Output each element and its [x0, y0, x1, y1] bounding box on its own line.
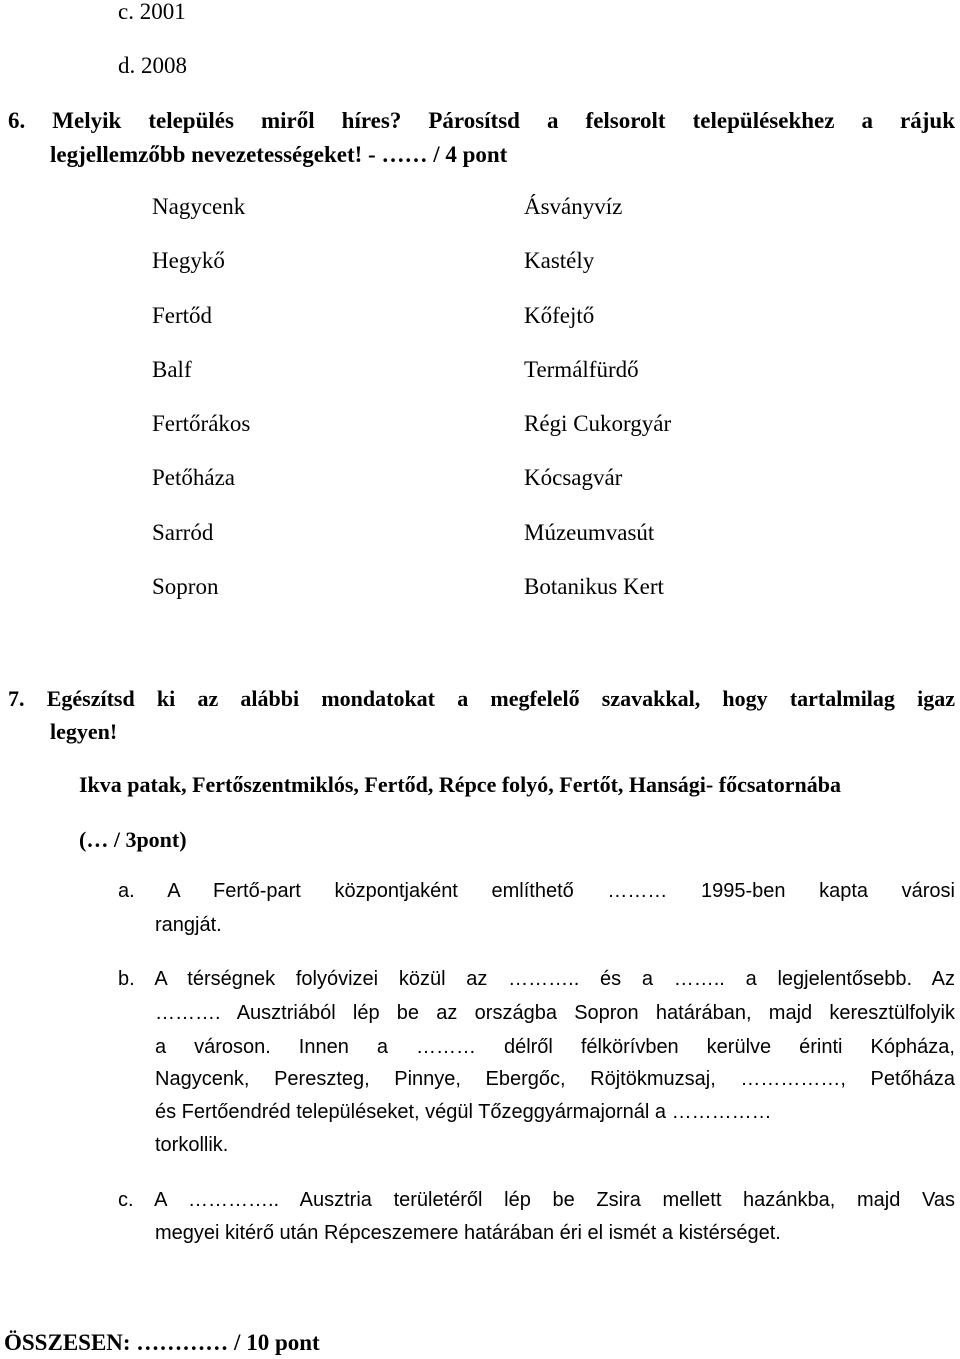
- sight-item: Kőfejtő: [524, 302, 595, 328]
- sight-item: Régi Cukorgyár: [524, 411, 672, 437]
- total-score: ÖSSZESEN: ………… / 10 pont: [4, 1330, 320, 1355]
- town-item: Balf: [152, 356, 192, 382]
- sight-item: Múzeumvasút: [524, 519, 655, 545]
- sight-item: Ásványvíz: [524, 194, 623, 219]
- sight-item: Botanikus Kert: [524, 574, 664, 600]
- q7a-line1: a. A Fertő-part központjaként említhető ……… 1995-ben kapta városi: [118, 880, 955, 902]
- sight-item: Termálfürdő: [524, 356, 639, 382]
- town-item: Fertőd: [152, 302, 213, 328]
- q7b-line5: és Fertőendréd településeket, végül Tőzeggyármajornál a ……………: [155, 1101, 772, 1123]
- sight-item: Kócsagvár: [524, 465, 623, 491]
- town-item: Nagycenk: [152, 194, 246, 219]
- town-list: [152, 195, 250, 629]
- q7b-line4: Nagycenk, Pereszteg, Pinnye, Ebergőc, Röjtökmuzsaj, ……………, Petőháza: [155, 1068, 955, 1090]
- q7c-line2: megyei kitérő után Répceszemere határában éri el ismét a kistérséget.: [155, 1222, 781, 1244]
- q7b-line3: a városon. Innen a ……… délről félkörívben kerülve érinti Kópháza,: [155, 1036, 955, 1058]
- q7c-line1: c. A ………….. Ausztria területéről lép be Zsira mellett hazánkba, majd Vas: [118, 1189, 955, 1211]
- town-item: Fertőrákos: [152, 411, 251, 437]
- q7-points: (… / 3pont): [79, 827, 187, 852]
- q7b-line2: ………. Ausztriából lép be az országba Sopron határában, majd keresztülfolyik: [155, 1002, 955, 1024]
- q7a-line2: rangját.: [155, 914, 222, 936]
- town-item: Sarród: [152, 519, 214, 545]
- option-d: d. 2008: [118, 53, 187, 78]
- q6-heading-line2: legjellemzőbb nevezetességeket! - …… / 4 pont: [50, 142, 508, 167]
- option-c: c. 2001: [118, 0, 186, 24]
- town-item: Hegykő: [152, 248, 225, 274]
- sight-list: [524, 195, 671, 629]
- q7-heading-line1: 7. Egészítsd ki az alábbi mondatokat a megfelelő szavakkal, hogy tartalmilag igaz: [8, 686, 955, 711]
- q7b-line1: b. A térségnek folyóvizei közül az ……….. és a …….. a legjelentősebb. Az: [118, 968, 955, 990]
- word-bank: Ikva patak, Fertőszentmiklós, Fertőd, Répce folyó, Fertőt, Hansági- főcsatornába: [79, 772, 841, 797]
- q7-heading-line2: legyen!: [50, 719, 118, 744]
- sight-item: Kastély: [524, 248, 595, 274]
- q6-heading-line1: 6. Melyik település miről híres? Párosítsd a felsorolt településekhez a rájuk: [8, 108, 955, 133]
- q7b-line6: torkollik.: [155, 1134, 229, 1156]
- town-item: Sopron: [152, 574, 219, 600]
- town-item: Petőháza: [152, 465, 236, 491]
